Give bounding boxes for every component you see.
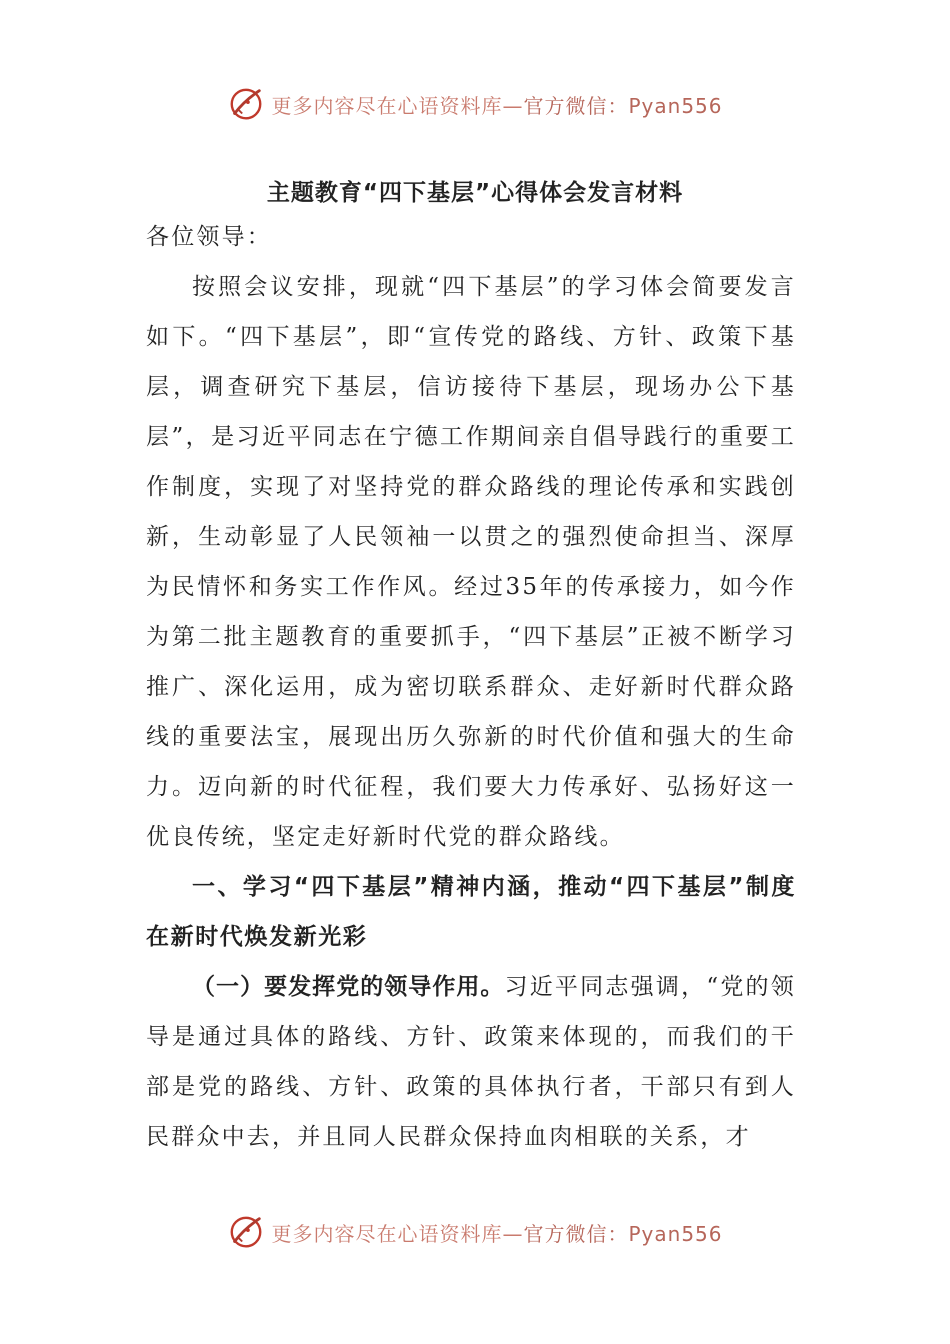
section-heading: 一、学习“四下基层”精神内涵，推动“四下基层”制度在新时代焕发新光彩 (146, 874, 796, 950)
salutation: 各位领导： (146, 224, 272, 250)
subsection-paragraph (146, 962, 796, 1162)
banner-wechat-id: Pyan556 (628, 93, 723, 118)
banner-main-text: 更多内容尽在心语资料库 (271, 1221, 503, 1246)
banner-wechat-id: Pyan556 (628, 1221, 723, 1246)
banner-dash: — (502, 93, 524, 118)
document-body (146, 212, 796, 1162)
subsection-text: 习近平同志强调，“党的领导是通过具体的路线、方针、政策来体现的，而我们的干部是党的路线、方针、政策的具体执行者，干部只有到人民群众中去，并且同人民群众保持血肉相联的关系，才 (146, 974, 796, 1150)
pen-logo-icon (227, 1213, 265, 1251)
subsection-heading: （一）要发挥党的领导作用。 (192, 974, 505, 1000)
intro-paragraph: 按照会议安排，现就“四下基层”的学习体会简要发言如下。“四下基层”，即“宣传党的路线、方针、政策下基层，调查研究下基层，信访接待下基层，现场办公下基层”，是习近平同志在宁德工作期间亲自倡导践行的重要工作制度，实现了对坚持党的群众路线的理论传承和实践创新，生动彰显了人民领袖一以贯之的强烈使命担当、深厚为民情怀和务实工作作风。经过35年的传承接力，如今作为第二批主题教育的重要抓手，“四下基层”正被不断学习推广、深化运用，成为密切联系群众、走好新时代群众路线的重要法宝，展现出历久弥新的时代价值和强大的生命力。迈向新的时代征程，我们要大力传承好、弘扬好这一优良传统，坚定走好新时代党的群众路线。 (146, 274, 796, 850)
banner-wechat-label: 官方微信： (523, 93, 629, 118)
banner-dash: — (502, 1221, 524, 1246)
banner-main-text: 更多内容尽在心语资料库 (271, 93, 503, 118)
pen-logo-icon (227, 85, 265, 123)
footer-watermark-banner (0, 1212, 950, 1252)
header-watermark-banner (0, 84, 950, 124)
banner-wechat-label: 官方微信： (523, 1221, 629, 1246)
document-title: 主题教育“四下基层”心得体会发言材料 (266, 180, 684, 206)
